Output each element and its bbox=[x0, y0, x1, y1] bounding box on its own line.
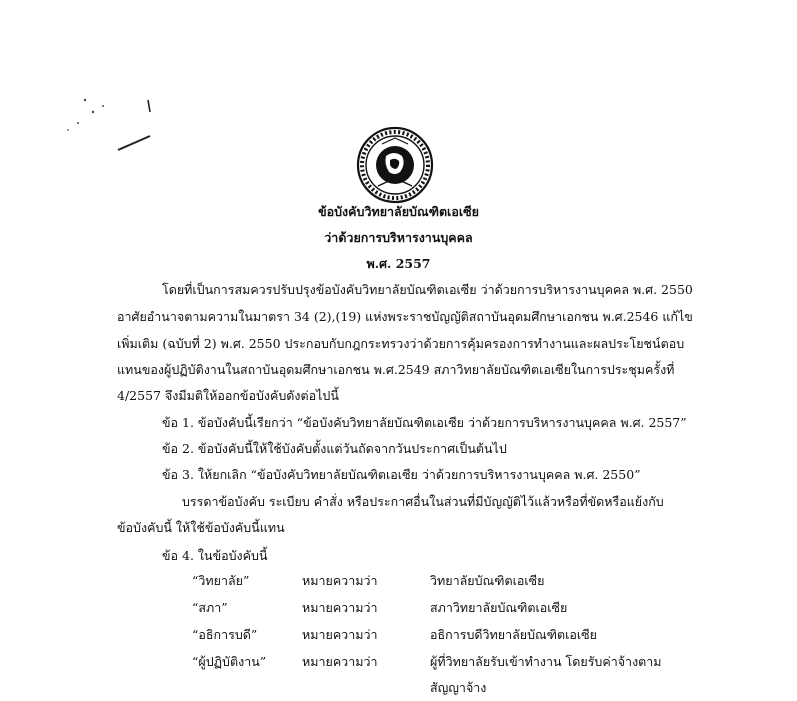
preamble-line-2: อาศัยอำนาจตามความในมาตรา 34 (2),(19) แห่งพระราชบัญญัติสถาบันอุดมศึกษาเอกชน พ.ศ.2546 แก้ไข bbox=[117, 309, 693, 324]
definition-means: หมายความว่า bbox=[302, 600, 378, 615]
definition-value: อธิการบดีวิทยาลัยบัณฑิตเอเซีย bbox=[430, 627, 597, 642]
preamble-line-5: 4/2557 จึงมีมติให้ออกข้อบังคับดังต่อไปนี้ bbox=[117, 388, 339, 403]
clause-3: ข้อ 3. ให้ยกเลิก “ข้อบังคับวิทยาลัยบัณฑิตเอเซีย ว่าด้วยการบริหารงานบุคคล พ.ศ. 2550” bbox=[162, 467, 641, 482]
clause-1: ข้อ 1. ข้อบังคับนี้เรียกว่า “ข้อบังคับวิทยาลัยบัณฑิตเอเซีย ว่าด้วยการบริหารงานบุคคล พ.ศ. 2557” bbox=[162, 415, 687, 430]
preamble-line-4: แทนของผู้ปฏิบัติงานในสถาบันอุดมศึกษาเอกชน พ.ศ.2549 สภาวิทยาลัยบัณฑิตเอเซียในการประชุมครั้งที่ bbox=[117, 362, 675, 377]
definition-term: “วิทยาลัย” bbox=[192, 573, 250, 588]
definition-term: “อธิการบดี” bbox=[192, 627, 258, 642]
definition-value: ผู้ที่วิทยาลัยรับเข้าทำงาน โดยรับค่าจ้างตาม bbox=[430, 654, 662, 669]
definition-means: หมายความว่า bbox=[302, 627, 378, 642]
definition-value: สภาวิทยาลัยบัณฑิตเอเซีย bbox=[430, 600, 568, 615]
clause-3-continuation-1: บรรดาข้อบังคับ ระเบียบ คำสั่ง หรือประกาศอื่นในส่วนที่มีบัญญัติไว้แล้วหรือที่ขัดหรือแย้งกับ bbox=[182, 494, 664, 509]
definition-means: หมายความว่า bbox=[302, 573, 378, 588]
preamble-line-3: เพิ่มเติม (ฉบับที่ 2) พ.ศ. 2550 ประกอบกับกฎกระทรวงว่าด้วยการคุ้มครองการทำงานและผลประโยชน์ตอบ bbox=[117, 336, 685, 351]
clause-4: ข้อ 4. ในข้อบังคับนี้ bbox=[162, 548, 268, 563]
clause-3-continuation-2: ข้อบังคับนี้ ให้ใช้ข้อบังคับนี้แทน bbox=[117, 520, 285, 535]
document-year: พ.ศ. 2557 bbox=[366, 256, 431, 271]
definition-term: “ผู้ปฏิบัติงาน” bbox=[192, 654, 267, 669]
preamble-line-1: โดยที่เป็นการสมควรปรับปรุงข้อบังคับวิทยาลัยบัณฑิตเอเซีย ว่าด้วยการบริหารงานบุคคล พ.ศ. 2550 bbox=[162, 282, 693, 297]
definition-value-continuation: สัญญาจ้าง bbox=[430, 680, 487, 695]
definition-term: “สภา” bbox=[192, 600, 228, 615]
document-subtitle: ว่าด้วยการบริหารงานบุคคล bbox=[324, 230, 473, 245]
clause-2: ข้อ 2. ข้อบังคับนี้ให้ใช้บังคับตั้งแต่วันถัดจากวันประกาศเป็นต้นไป bbox=[162, 441, 507, 456]
definition-value: วิทยาลัยบัณฑิตเอเซีย bbox=[430, 573, 545, 588]
definition-means: หมายความว่า bbox=[302, 654, 378, 669]
document-title: ข้อบังคับวิทยาลัยบัณฑิตเอเซีย bbox=[318, 204, 479, 219]
college-seal-logo bbox=[356, 126, 434, 204]
